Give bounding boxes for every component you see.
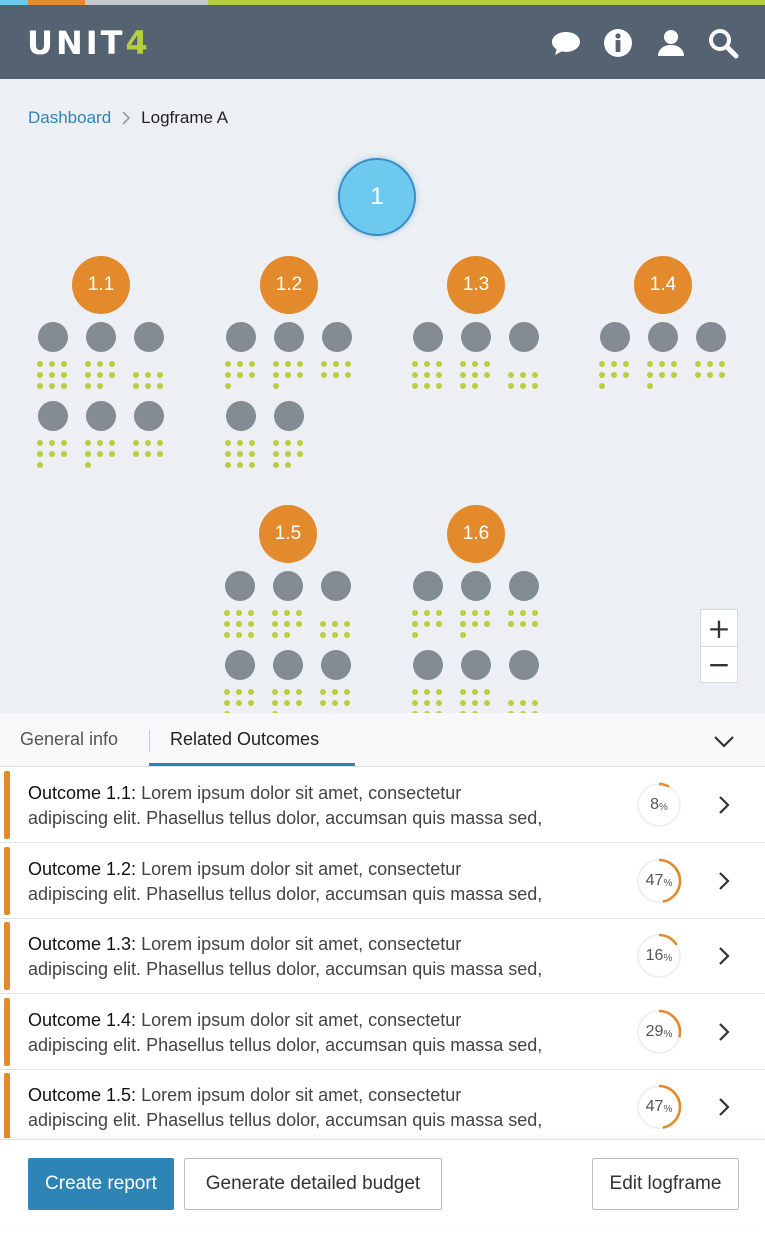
outcome-node[interactable] (634, 256, 692, 314)
activity-dots (412, 610, 444, 642)
chevron-right-icon[interactable] (716, 1021, 732, 1043)
outcome-text: Lorem ipsum dolor sit amet, consectetur (141, 858, 462, 879)
activity-dots (133, 361, 165, 393)
outcome-title: Outcome 1.2: (28, 858, 137, 879)
outcome-text-line2: adipiscing elit. Phasellus tellus dolor, accumsan quis massa sed, (28, 1034, 543, 1055)
output-node[interactable] (321, 571, 351, 601)
output-node[interactable] (134, 322, 164, 352)
output-node[interactable] (461, 571, 491, 601)
outcome-description (28, 857, 618, 907)
activity-dots (460, 610, 492, 642)
tab-related-outcomes[interactable]: Related Outcomes (170, 729, 320, 749)
chevron-right-icon[interactable] (716, 1096, 732, 1118)
activity-dots (272, 610, 304, 642)
output-node[interactable] (413, 571, 443, 601)
activity-dots (320, 610, 352, 642)
outcome-status-bar (4, 1073, 10, 1138)
outcome-text: Lorem ipsum dolor sit amet, consectetur (141, 934, 462, 954)
outcome-title: Outcome 1.5: (28, 1085, 137, 1105)
outcome-node-label: 1.4 (649, 274, 677, 295)
progress-percent: 29 % (645, 1022, 673, 1040)
progress-percent: 8 % (650, 796, 668, 813)
outcome-description (28, 932, 618, 982)
outcome-node-label: 1.5 (274, 523, 302, 544)
outcome-status-bar (4, 771, 10, 839)
output-node[interactable] (413, 650, 443, 680)
generate-budget-button[interactable]: Generate detailed budget (184, 1158, 442, 1210)
output-node[interactable] (413, 322, 443, 352)
activity-dots (460, 361, 492, 393)
detail-panel (0, 713, 765, 1236)
outcome-status-bar (4, 847, 10, 915)
breadcrumb-dashboard-link[interactable]: Dashboard (28, 108, 112, 127)
active-tab-indicator (149, 763, 355, 766)
goal-node-label: 1 (370, 183, 384, 210)
output-node[interactable] (509, 322, 539, 352)
tab-general-info[interactable]: General info (20, 729, 119, 749)
outcome-row[interactable] (0, 767, 765, 843)
outcome-node-label: 1.2 (275, 274, 303, 295)
activity-dots (225, 361, 257, 393)
progress-percent: 47 % (645, 1098, 673, 1115)
edit-logframe-button[interactable]: Edit logframe (592, 1158, 739, 1210)
activity-dots (599, 361, 631, 393)
output-node[interactable] (461, 322, 491, 352)
chevron-right-icon[interactable] (716, 945, 732, 967)
activity-dots (85, 361, 117, 393)
output-node[interactable] (509, 571, 539, 601)
user-icon[interactable] (655, 27, 687, 59)
output-node[interactable] (509, 650, 539, 680)
outcome-node-label: 1.1 (87, 274, 115, 295)
output-node[interactable] (86, 322, 116, 352)
outcome-node-label: 1.6 (462, 523, 490, 544)
output-node[interactable] (274, 322, 304, 352)
outcome-title: Outcome 1.3: (28, 934, 137, 954)
outcome-text: Lorem ipsum dolor sit amet, consectetur (141, 1085, 462, 1105)
outcome-node[interactable] (259, 505, 317, 563)
outcome-title: Outcome 1.4: (28, 1009, 137, 1030)
activity-dots (225, 440, 257, 472)
output-node[interactable] (273, 650, 303, 680)
output-node[interactable] (86, 401, 116, 431)
activity-dots (224, 610, 256, 642)
create-report-button[interactable]: Create report (28, 1158, 174, 1210)
chevron-down-icon[interactable] (712, 731, 736, 751)
activity-dots (412, 361, 444, 393)
chevron-right-icon[interactable] (716, 794, 732, 816)
activity-dots (508, 361, 540, 393)
output-node[interactable] (696, 322, 726, 352)
outcome-row[interactable] (0, 843, 765, 919)
action-footer (0, 1139, 765, 1229)
outcome-node[interactable] (447, 505, 505, 563)
outcome-status-bar (4, 922, 10, 990)
activity-dots (133, 440, 165, 472)
output-node[interactable] (225, 650, 255, 680)
activity-dots (273, 440, 305, 472)
info-icon[interactable] (602, 27, 634, 59)
output-node[interactable] (38, 401, 68, 431)
activity-dots (85, 440, 117, 472)
outcome-description (28, 1083, 618, 1133)
outcome-text-line2: adipiscing elit. Phasellus tellus dolor, accumsan quis massa sed, (28, 808, 543, 828)
output-node[interactable] (600, 322, 630, 352)
outcome-status-bar (4, 998, 10, 1066)
outcome-node[interactable] (447, 256, 505, 314)
zoom-out-button[interactable]: − (701, 646, 737, 682)
output-node[interactable] (321, 650, 351, 680)
activity-dots (647, 361, 679, 393)
outcome-node-label: 1.3 (462, 274, 490, 295)
outcome-row[interactable] (0, 994, 765, 1070)
goal-node[interactable] (338, 158, 416, 236)
chat-icon[interactable] (550, 27, 582, 59)
unit4-logo[interactable]: UNIT4 (27, 24, 151, 62)
output-node[interactable] (322, 322, 352, 352)
outcome-title: Outcome 1.1: (28, 783, 137, 803)
output-node[interactable] (226, 322, 256, 352)
logframe-canvas[interactable] (0, 80, 765, 713)
tab-bar (0, 713, 765, 767)
outcome-row[interactable] (0, 1069, 765, 1138)
activity-dots (273, 361, 305, 393)
app-header (0, 5, 765, 79)
outcomes-list (0, 767, 765, 1138)
output-node[interactable] (38, 322, 68, 352)
activity-dots (37, 440, 69, 472)
outcome-text-line2: adipiscing elit. Phasellus tellus dolor, accumsan quis massa sed, (28, 959, 543, 979)
outcome-row[interactable] (0, 918, 765, 994)
progress-percent: 16 % (645, 947, 673, 964)
search-icon[interactable] (707, 27, 739, 59)
outcome-description (28, 1008, 618, 1058)
breadcrumb-current: Logframe A (141, 108, 229, 127)
output-node[interactable] (225, 571, 255, 601)
activity-dots (695, 361, 727, 393)
tab-divider (149, 730, 150, 752)
output-node[interactable] (274, 401, 304, 431)
outcome-node[interactable] (72, 256, 130, 314)
outcome-text: Lorem ipsum dolor sit amet, consectetur (141, 783, 462, 803)
zoom-control (700, 609, 738, 683)
zoom-in-button[interactable]: + (707, 611, 731, 645)
output-node[interactable] (226, 401, 256, 431)
outcome-text-line2: adipiscing elit. Phasellus tellus dolor, accumsan quis massa sed, (28, 1110, 543, 1130)
outcome-description (28, 781, 618, 831)
output-node[interactable] (461, 650, 491, 680)
activity-dots (508, 610, 540, 642)
chevron-right-icon[interactable] (716, 870, 732, 892)
progress-percent: 47 % (645, 871, 673, 889)
outcome-text-line2: adipiscing elit. Phasellus tellus dolor, accumsan quis massa sed, (28, 883, 543, 904)
output-node[interactable] (273, 571, 303, 601)
outcome-node[interactable] (260, 256, 318, 314)
activity-dots (37, 361, 69, 393)
outcome-text: Lorem ipsum dolor sit amet, consectetur (141, 1009, 462, 1030)
output-node[interactable] (648, 322, 678, 352)
output-node[interactable] (134, 401, 164, 431)
activity-dots (321, 361, 353, 393)
